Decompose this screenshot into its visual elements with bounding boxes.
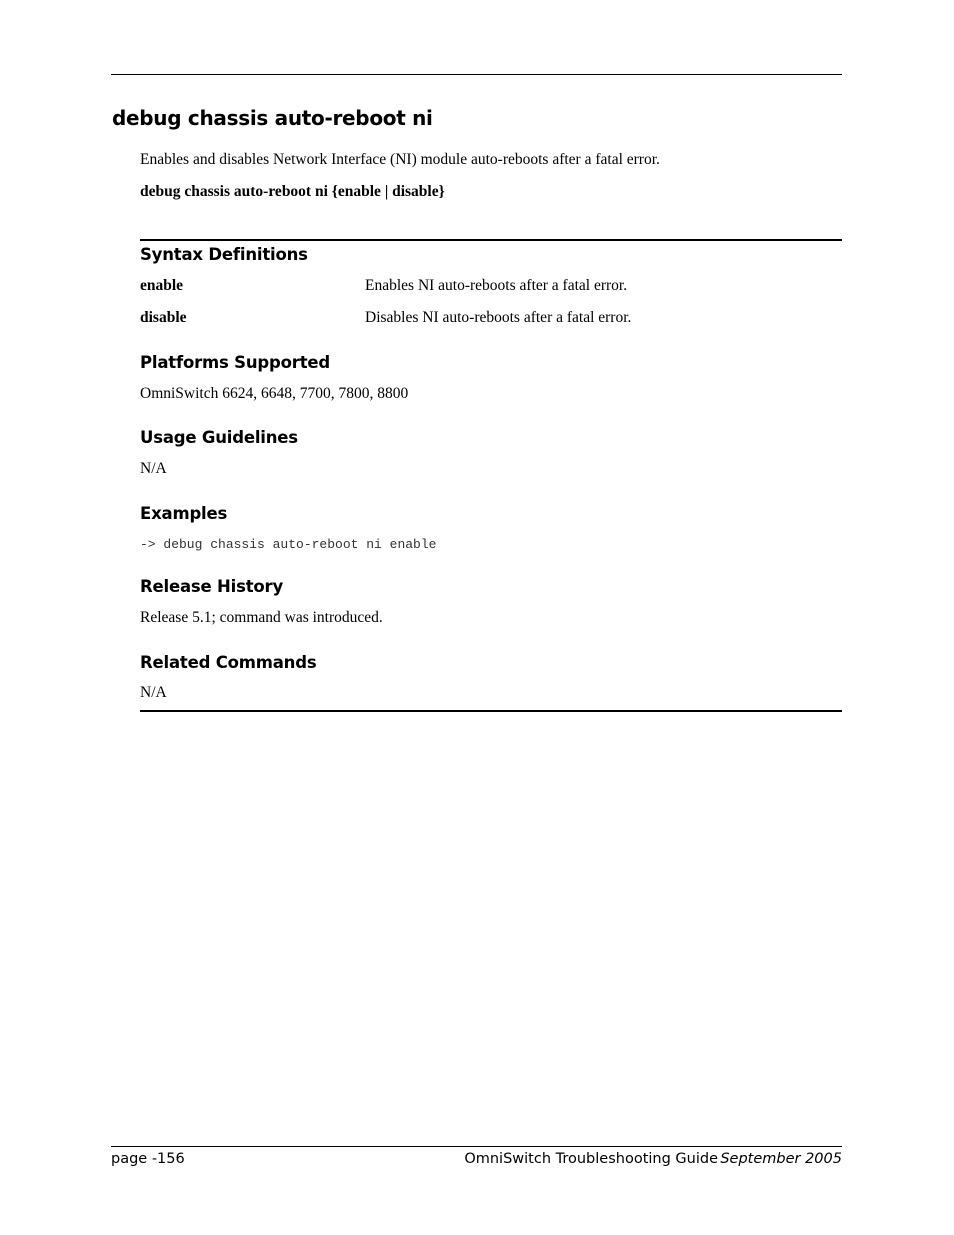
release-text: Release 5.1; command was introduced.	[140, 609, 383, 626]
related-heading: Related Commands	[140, 653, 317, 672]
footer-date: September 2005	[720, 1151, 842, 1167]
usage-text: N/A	[140, 460, 167, 477]
section-top-rule	[140, 239, 842, 241]
usage-heading: Usage Guidelines	[140, 428, 298, 447]
command-description: Enables and disables Network Interface (NI) module auto-reboots after a fatal error.	[140, 151, 660, 168]
platforms-heading: Platforms Supported	[140, 353, 330, 372]
page-title: debug chassis auto-reboot ni	[112, 106, 433, 130]
footer-rule	[111, 1146, 842, 1147]
syntax-definitions-heading: Syntax Definitions	[140, 245, 308, 264]
footer-page-number: page -156	[111, 1151, 185, 1167]
platforms-text: OmniSwitch 6624, 6648, 7700, 7800, 8800	[140, 385, 409, 402]
command-syntax: debug chassis auto-reboot ni {enable | disable}	[140, 183, 445, 200]
release-heading: Release History	[140, 577, 284, 596]
syntax-definition-enable: Enables NI auto-reboots after a fatal error.	[365, 277, 628, 294]
syntax-term-disable: disable	[140, 309, 187, 326]
top-rule	[111, 74, 842, 75]
examples-heading: Examples	[140, 504, 228, 523]
footer-guide-title: OmniSwitch Troubleshooting Guide	[464, 1151, 718, 1167]
syntax-definition-disable: Disables NI auto-reboots after a fatal error.	[365, 309, 632, 326]
example-code: -> debug chassis auto-reboot ni enable	[140, 537, 437, 552]
section-bottom-rule	[140, 710, 842, 712]
syntax-term-enable: enable	[140, 277, 184, 294]
related-text: N/A	[140, 684, 167, 701]
